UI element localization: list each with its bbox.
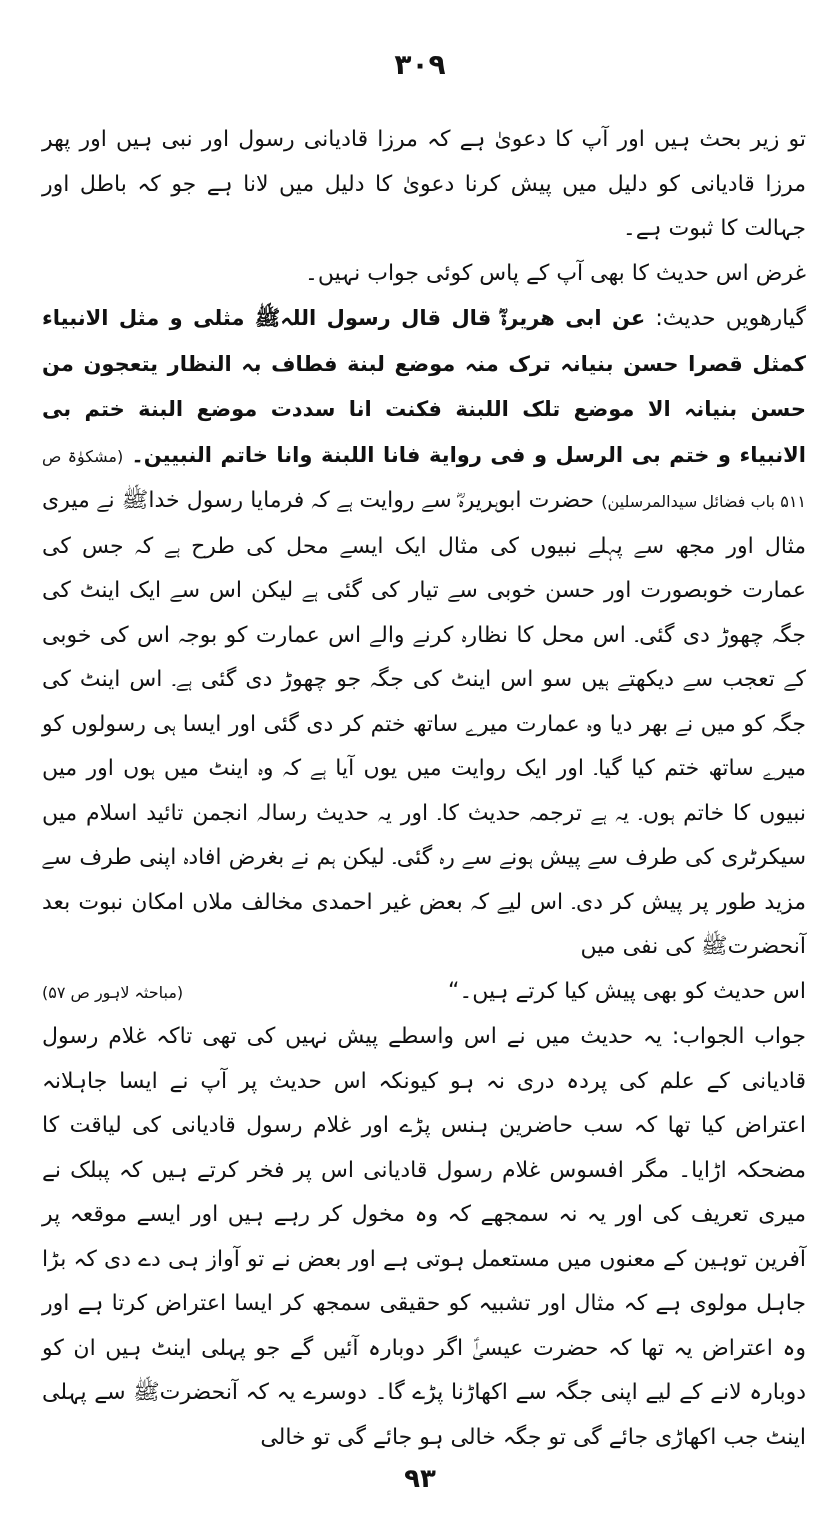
intro-text: تو زیر بحث ہیں اور آپ کا دعویٰ ہے کہ مرزا قادیانی رسول اور نبی ہیں اور پھر مرزا قادیانی کو دلیل میں پیش کرنا دعویٰ کا دلیل میں لانا ہے جو کہ باطل اور جہالت کا ثبوت ہے۔: [42, 127, 806, 241]
citation: (مباحثہ لاہور ص ۵۷): [42, 982, 184, 1002]
paragraph-conclusion: [42, 252, 806, 297]
paragraph-answer: [42, 1015, 806, 1460]
answer-text: یہ حدیث میں نے اس واسطے پیش نہیں کی تھی تاکہ غلام رسول قادیانی کے علم کی پردہ دری نہ ہو کیونکہ اس حدیث پر آپ نے ایسا جاہلانہ اعتراض کیا تھا کہ سب حاضرین ہنس پڑے اور غلام رسول قادیانی کی لیاقت کا مضحکہ اڑایا۔ مگر افسوس غلام رسول قادیانی اس پر فخر کرتے ہیں کہ پبلک نے میری تعریف کی اور یہ نہ سمجھے کہ وہ مخول کر رہے ہیں اور ایسے موقعہ پر آفرین توہین کے معنوں میں مستعمل ہوتی ہے اور بعض نے تو آواز ہی دے دی کہ بڑا جاہل مولوی ہے کہ مثال اور تشبیہ کو حقیقی سمجھ کر ایسا اعتراض کرتا ہے اور وہ اعتراض یہ تھا کہ حضرت عیسیٰؑ اگر دوبارہ آئیں گے جو پہلی اینٹ ہیں ان کو دوبارہ لانے کے لیے اپنی جگہ سے اکھاڑنا پڑے گا۔ دوسرے یہ کہ آنحضرتﷺ سے پہلی اینٹ جب اکھاڑی جائے گی تو جگہ خالی ہو جائے گی تو خالی: [42, 1024, 806, 1450]
paragraph-intro: [42, 118, 806, 252]
hadith-arabic-text: عن ابی ھریرةؓ قال قال رسول اللہﷺ مثلی و مثل الانبیاء کمثل قصرا حسن بنیانہ ترک منہ موضع لبنة فطاف بہ النظار یتعجون من حسن بنیانہ الا موضع تلک اللبنة فکنت انا سددت موضع البنة ختم بی الانبیاء و ختم بی الرسل و فی روایة فانا اللبنة وانا خاتم النبیین۔: [42, 306, 806, 467]
paragraph-hadith: [42, 296, 806, 970]
hadith-translation: حضرت ابوہریرہؓ سے روایت ہے کہ فرمایا رسول خداﷺ نے میری مثال اور مجھ سے پہلے نبیوں کی مثال ایک ایسے محل کی طرح ہے کہ جس کی عمارت خوبصورت اور حسن خوبی سے تیار کی گئی ہے لیکن اس سے ایک اینٹ کی جگہ چھوڑ دی گئی۔ اس محل کا نظارہ کرنے والے اس عمارت کو بوجہ اس کی خوبی کے تعجب سے دیکھتے ہیں سو اس اینٹ کی جگہ جو چھوڑ دی گئی ہے۔ اس اینٹ کی جگہ کو میں نے بھر دیا وہ عمارت میرے ساتھ ختم کر دی گئی اور ایسا ہی رسولوں کو میرے ساتھ ختم کیا گیا۔ اور ایک روایت میں یوں آیا ہے کہ وہ اینٹ میں ہوں اور میں نبیوں کا خاتم ہوں۔ یہ ہے ترجمہ حدیث کا۔ اور یہ حدیث رسالہ انجمن تائید اسلام میں سیکرٹری کی طرف سے پیش ہونے سے رہ گئی۔ لیکن ہم نے بغرض افادہ اپنی طرف سے مزید طور پر پیش کر دی۔ اس لیے کہ بعض غیر احمدی مخالف ملاں امکان نبوت بعد آنحضرتﷺ کی نفی میں: [42, 488, 806, 959]
answer-heading: جواب الجواب:: [671, 1024, 806, 1049]
page-body: [42, 118, 806, 1460]
hadith-translation-end: اس حدیث کو بھی پیش کیا کرتے ہیں۔“: [447, 978, 806, 1004]
hadith-heading: گیارھویں حدیث:: [655, 306, 806, 331]
hadith-reference: (مشکوٰۃ ص ۵۱۱ باب فضائل سیدالمرسلین): [42, 446, 806, 511]
citation-line: [42, 970, 806, 1016]
page-number-top: ۳۰۹: [394, 48, 446, 81]
conclusion-text: غرض اس حدیث کا بھی آپ کے پاس کوئی جواب نہیں۔: [304, 260, 806, 286]
page-number-bottom: ۹۳: [404, 1464, 436, 1494]
